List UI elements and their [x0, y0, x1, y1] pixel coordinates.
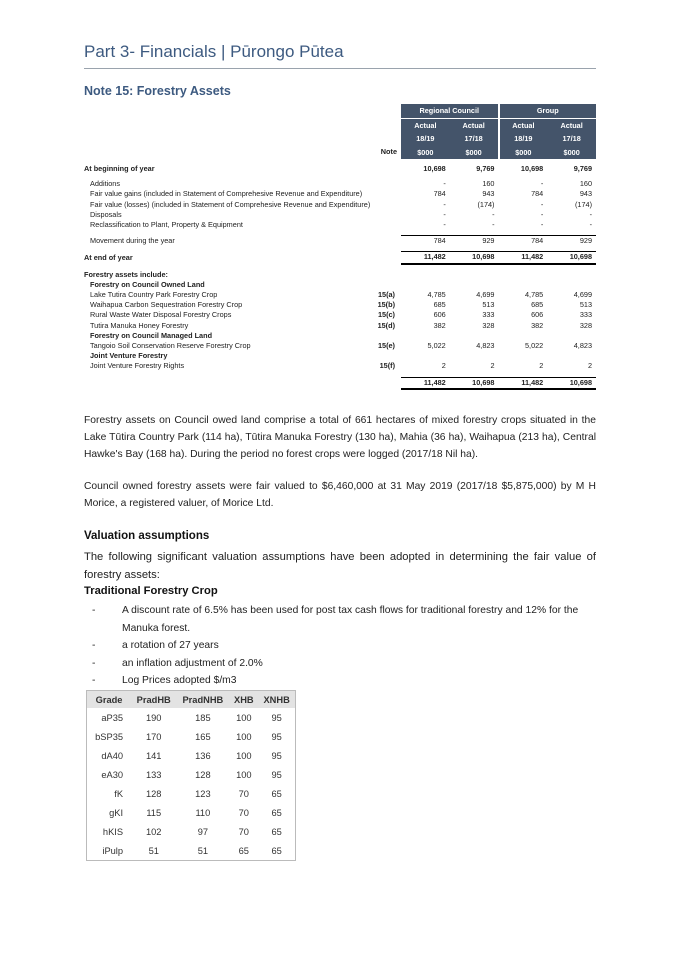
table-row — [84, 290, 596, 300]
row-note-ref — [376, 252, 401, 264]
log-price: 128 — [145, 788, 162, 799]
forestry-assets-table — [84, 104, 596, 390]
row-value: - — [443, 209, 446, 219]
page-header: Part 3- Financials | Pūrongo Pūtea — [84, 42, 596, 69]
table-row — [84, 377, 596, 389]
row-value: 11,482 — [499, 252, 548, 264]
section-heading: Forestry assets include: — [84, 269, 168, 279]
log-price: 128 — [195, 769, 211, 780]
row-value: - — [492, 220, 495, 230]
log-col-header: XHB — [229, 691, 258, 709]
log-grade: gKI — [109, 807, 124, 818]
log-price: 190 — [145, 712, 162, 723]
log-price: 51 — [148, 845, 159, 856]
log-price: 170 — [145, 731, 162, 742]
row-value: - — [540, 199, 544, 209]
row-value: 10,698 — [520, 164, 544, 173]
assumption-list — [84, 602, 596, 690]
row-value: 513 — [482, 300, 495, 310]
log-price-row — [87, 708, 296, 727]
row-note-ref — [376, 220, 401, 230]
log-price: 165 — [195, 731, 211, 742]
group-header-regional-council: Regional Council — [401, 104, 499, 118]
row-note-ref — [376, 200, 401, 210]
log-price-row — [87, 765, 296, 784]
note-column-header: Note — [380, 147, 397, 157]
row-value: 784 — [433, 189, 446, 199]
table-row — [84, 280, 596, 290]
table-row — [84, 252, 596, 264]
col-unit: $000 — [450, 146, 499, 160]
row-label: Additions — [90, 179, 121, 189]
log-grade: aP35 — [101, 712, 124, 723]
row-value: 11,482 — [401, 377, 450, 389]
row-value: 4,699 — [476, 290, 495, 300]
assumption-item: - an inflation adjustment of 2.0% — [92, 657, 263, 669]
log-price-row — [87, 822, 296, 841]
row-value: - — [589, 209, 593, 219]
log-price: 70 — [238, 788, 249, 799]
table-row — [84, 300, 596, 310]
row-note-ref: 15(b) — [377, 300, 395, 310]
table-row — [84, 270, 596, 280]
row-value: 10,698 — [547, 252, 596, 264]
log-grade: iPulp — [102, 845, 124, 856]
row-value: - — [443, 199, 446, 209]
row-note-ref: 15(c) — [377, 310, 395, 320]
row-value: - — [540, 179, 544, 189]
log-price: 102 — [145, 826, 162, 837]
row-label: Waihapua Carbon Sequestration Forestry Crop — [90, 300, 243, 310]
col-actual: Actual — [499, 118, 548, 132]
row-value: 5,022 — [427, 341, 446, 351]
table-row — [84, 179, 596, 189]
row-note-ref — [376, 210, 401, 220]
log-price: 136 — [195, 750, 211, 761]
row-value: 2 — [587, 361, 593, 371]
valuation-intro: The following significant valuation assumptions have been adopted in determining the fair value of forestry assets: — [84, 551, 596, 581]
row-value: 685 — [433, 300, 446, 310]
log-price-row — [87, 803, 296, 822]
row-value: 10,698 — [547, 377, 596, 389]
row-note-ref — [376, 164, 401, 174]
col-actual: Actual — [450, 118, 499, 132]
note-title: Note 15: Forestry Assets — [84, 84, 231, 98]
row-value: 2 — [441, 361, 446, 371]
table-row — [84, 341, 596, 351]
row-value: 784 — [499, 236, 548, 247]
row-label: Tutira Manuka Honey Forestry — [90, 320, 189, 330]
row-value: - — [589, 220, 593, 230]
row-value: - — [443, 220, 446, 230]
assumption-item: - Log Prices adopted $/m3 — [92, 675, 237, 686]
table-row — [84, 189, 596, 199]
log-col-header: PradHB — [131, 691, 176, 709]
row-label: Tangoio Soil Conservation Reserve Forestry Crop — [90, 341, 251, 351]
row-value: - — [540, 209, 544, 219]
valuation-assumptions-heading: Valuation assumptions — [84, 530, 210, 542]
paragraph-valuation: Council owned forestry assets were fair valued to $6,460,000 at 31 May 2019 (2017/18 $5,875,000) by M H Morice, a registered valuer, of Morice Ltd. — [84, 481, 596, 509]
row-value: 513 — [579, 300, 593, 310]
col-year: 17/18 — [547, 132, 596, 146]
log-price: 115 — [146, 807, 162, 818]
table-row — [84, 220, 596, 230]
row-value: 4,823 — [476, 341, 495, 351]
table-row — [84, 164, 596, 174]
row-value: 5,022 — [524, 341, 544, 351]
row-label: At beginning of year — [84, 164, 155, 173]
table-row — [84, 310, 596, 320]
row-value: 929 — [450, 236, 499, 247]
row-label — [84, 377, 376, 389]
log-grade: eA30 — [101, 769, 124, 780]
log-price-row — [87, 746, 296, 765]
log-grade: fK — [114, 788, 124, 799]
row-value: 9,769 — [476, 164, 495, 173]
log-price-row — [87, 727, 296, 746]
row-value: 10,698 — [423, 164, 446, 173]
row-value: 10,698 — [450, 252, 499, 264]
traditional-forestry-heading: Traditional Forestry Crop — [84, 585, 218, 597]
row-label: Fair value (losses) (included in Statement of Comprehesive Revenue and Expenditure) — [90, 199, 371, 209]
log-price: 100 — [236, 750, 252, 761]
row-label: At end of year — [84, 252, 133, 262]
log-price: 123 — [195, 788, 211, 799]
row-note-ref — [376, 189, 401, 199]
log-price: 65 — [271, 845, 282, 856]
log-prices-table — [86, 690, 296, 861]
row-value: 11,482 — [401, 252, 450, 264]
row-note-ref — [376, 377, 401, 389]
row-label: Joint Venture Forestry Rights — [90, 361, 185, 371]
table-row — [84, 351, 596, 361]
row-value: 4,823 — [573, 341, 593, 351]
row-note-ref: 15(f) — [379, 361, 395, 371]
row-note-ref: 15(a) — [377, 290, 395, 300]
assumption-item: - a rotation of 27 years — [92, 640, 219, 651]
log-price: 70 — [238, 826, 249, 837]
col-unit: $000 — [547, 146, 596, 160]
row-value: 685 — [531, 300, 544, 310]
table-row — [84, 200, 596, 210]
log-price: 70 — [238, 807, 249, 818]
row-note-ref — [376, 179, 401, 189]
row-value: 4,785 — [524, 290, 544, 300]
row-value: 606 — [531, 310, 544, 320]
row-value: 382 — [433, 320, 446, 330]
row-label: Disposals — [90, 209, 122, 219]
row-label: Fair value gains (included in Statement of Comprehesive Revenue and Expenditure) — [90, 189, 363, 199]
row-label: Rural Waste Water Disposal Forestry Crops — [90, 310, 232, 320]
log-price-row — [87, 784, 296, 803]
col-actual: Actual — [401, 118, 450, 132]
log-price: 95 — [271, 712, 282, 723]
log-col-header: Grade — [87, 691, 132, 709]
row-value: - — [540, 220, 544, 230]
log-price-row — [87, 841, 296, 861]
row-value: 4,785 — [427, 290, 446, 300]
col-unit: $000 — [499, 146, 548, 160]
row-value: 929 — [547, 236, 596, 247]
assumption-item: - A discount rate of 6.5% has been used for post tax cash flows for traditional forestry and 12% for the Manuka forest. — [92, 605, 579, 634]
log-price: 51 — [197, 845, 209, 856]
log-price: 65 — [271, 807, 282, 818]
row-value: 2 — [490, 361, 495, 371]
log-price: 133 — [145, 769, 162, 780]
table-row — [84, 361, 596, 371]
table-row — [84, 321, 596, 331]
log-price: 100 — [236, 769, 252, 780]
row-value: 11,482 — [499, 377, 548, 389]
log-price: 141 — [145, 750, 162, 761]
section-subheading: Forestry on Council Managed Land — [90, 330, 213, 340]
col-actual: Actual — [547, 118, 596, 132]
log-grade: hKIS — [102, 826, 124, 837]
log-grade: bSP35 — [95, 731, 124, 742]
log-price: 110 — [195, 807, 211, 818]
log-price: 65 — [271, 826, 282, 837]
row-value: (174) — [574, 199, 593, 209]
group-header-group: Group — [499, 104, 597, 118]
log-price: 65 — [271, 788, 282, 799]
log-col-header: XNHB — [258, 691, 295, 709]
row-note-ref: 15(e) — [377, 341, 395, 351]
log-col-header: PradNHB — [176, 691, 229, 709]
row-value: (174) — [477, 199, 495, 209]
log-price: 65 — [238, 845, 249, 856]
table-row — [84, 236, 596, 247]
row-value: 328 — [579, 320, 593, 330]
row-label: Reclassification to Plant, Property & Equipment — [90, 220, 243, 230]
log-price: 100 — [236, 731, 252, 742]
row-value: 784 — [531, 189, 544, 199]
log-price: 95 — [271, 731, 282, 742]
col-year: 18/19 — [499, 132, 548, 146]
row-value: 333 — [482, 310, 495, 320]
row-value: 10,698 — [450, 377, 499, 389]
col-year: 17/18 — [450, 132, 499, 146]
row-value: 382 — [531, 320, 544, 330]
row-value: - — [492, 209, 495, 219]
row-value: - — [443, 179, 446, 189]
log-price: 95 — [271, 750, 282, 761]
log-price: 95 — [271, 769, 282, 780]
row-value: 943 — [579, 189, 593, 199]
row-note-ref: 15(d) — [377, 320, 395, 330]
row-value: 160 — [482, 179, 495, 189]
log-grade: dA40 — [101, 750, 124, 761]
row-value: 333 — [579, 310, 593, 320]
table-row — [84, 331, 596, 341]
row-value: 2 — [539, 361, 544, 371]
row-value: 943 — [482, 189, 495, 199]
table-row — [84, 210, 596, 220]
row-value: 606 — [433, 310, 446, 320]
row-value: 9,769 — [573, 164, 593, 173]
row-label: Lake Tutira Country Park Forestry Crop — [90, 290, 218, 300]
row-value: 784 — [401, 236, 450, 247]
row-note-ref — [376, 236, 401, 247]
col-year: 18/19 — [401, 132, 450, 146]
log-price: 185 — [195, 712, 211, 723]
section-subheading: Joint Venture Forestry — [90, 351, 168, 361]
paragraph-land-area: Forestry assets on Council owed land comprise a total of 661 hectares of mixed forestry crops situated in the Lake Tūtira Country Park (114 ha), Tūtira Manuka Forestry (130 ha), Mahia (36 ha), Waihapua (213 ha), Central Hawke's Bay (168 ha). During the period no forest crops were logged (2017/18 Nil ha). — [84, 415, 596, 460]
log-price: 97 — [197, 826, 209, 837]
log-price: 100 — [236, 712, 252, 723]
row-label: Movement during the year — [90, 235, 175, 245]
row-value: 328 — [482, 320, 495, 330]
row-value: 160 — [579, 179, 593, 189]
row-value: 4,699 — [573, 290, 593, 300]
section-subheading: Forestry on Council Owned Land — [90, 279, 205, 289]
col-unit: $000 — [401, 146, 450, 160]
